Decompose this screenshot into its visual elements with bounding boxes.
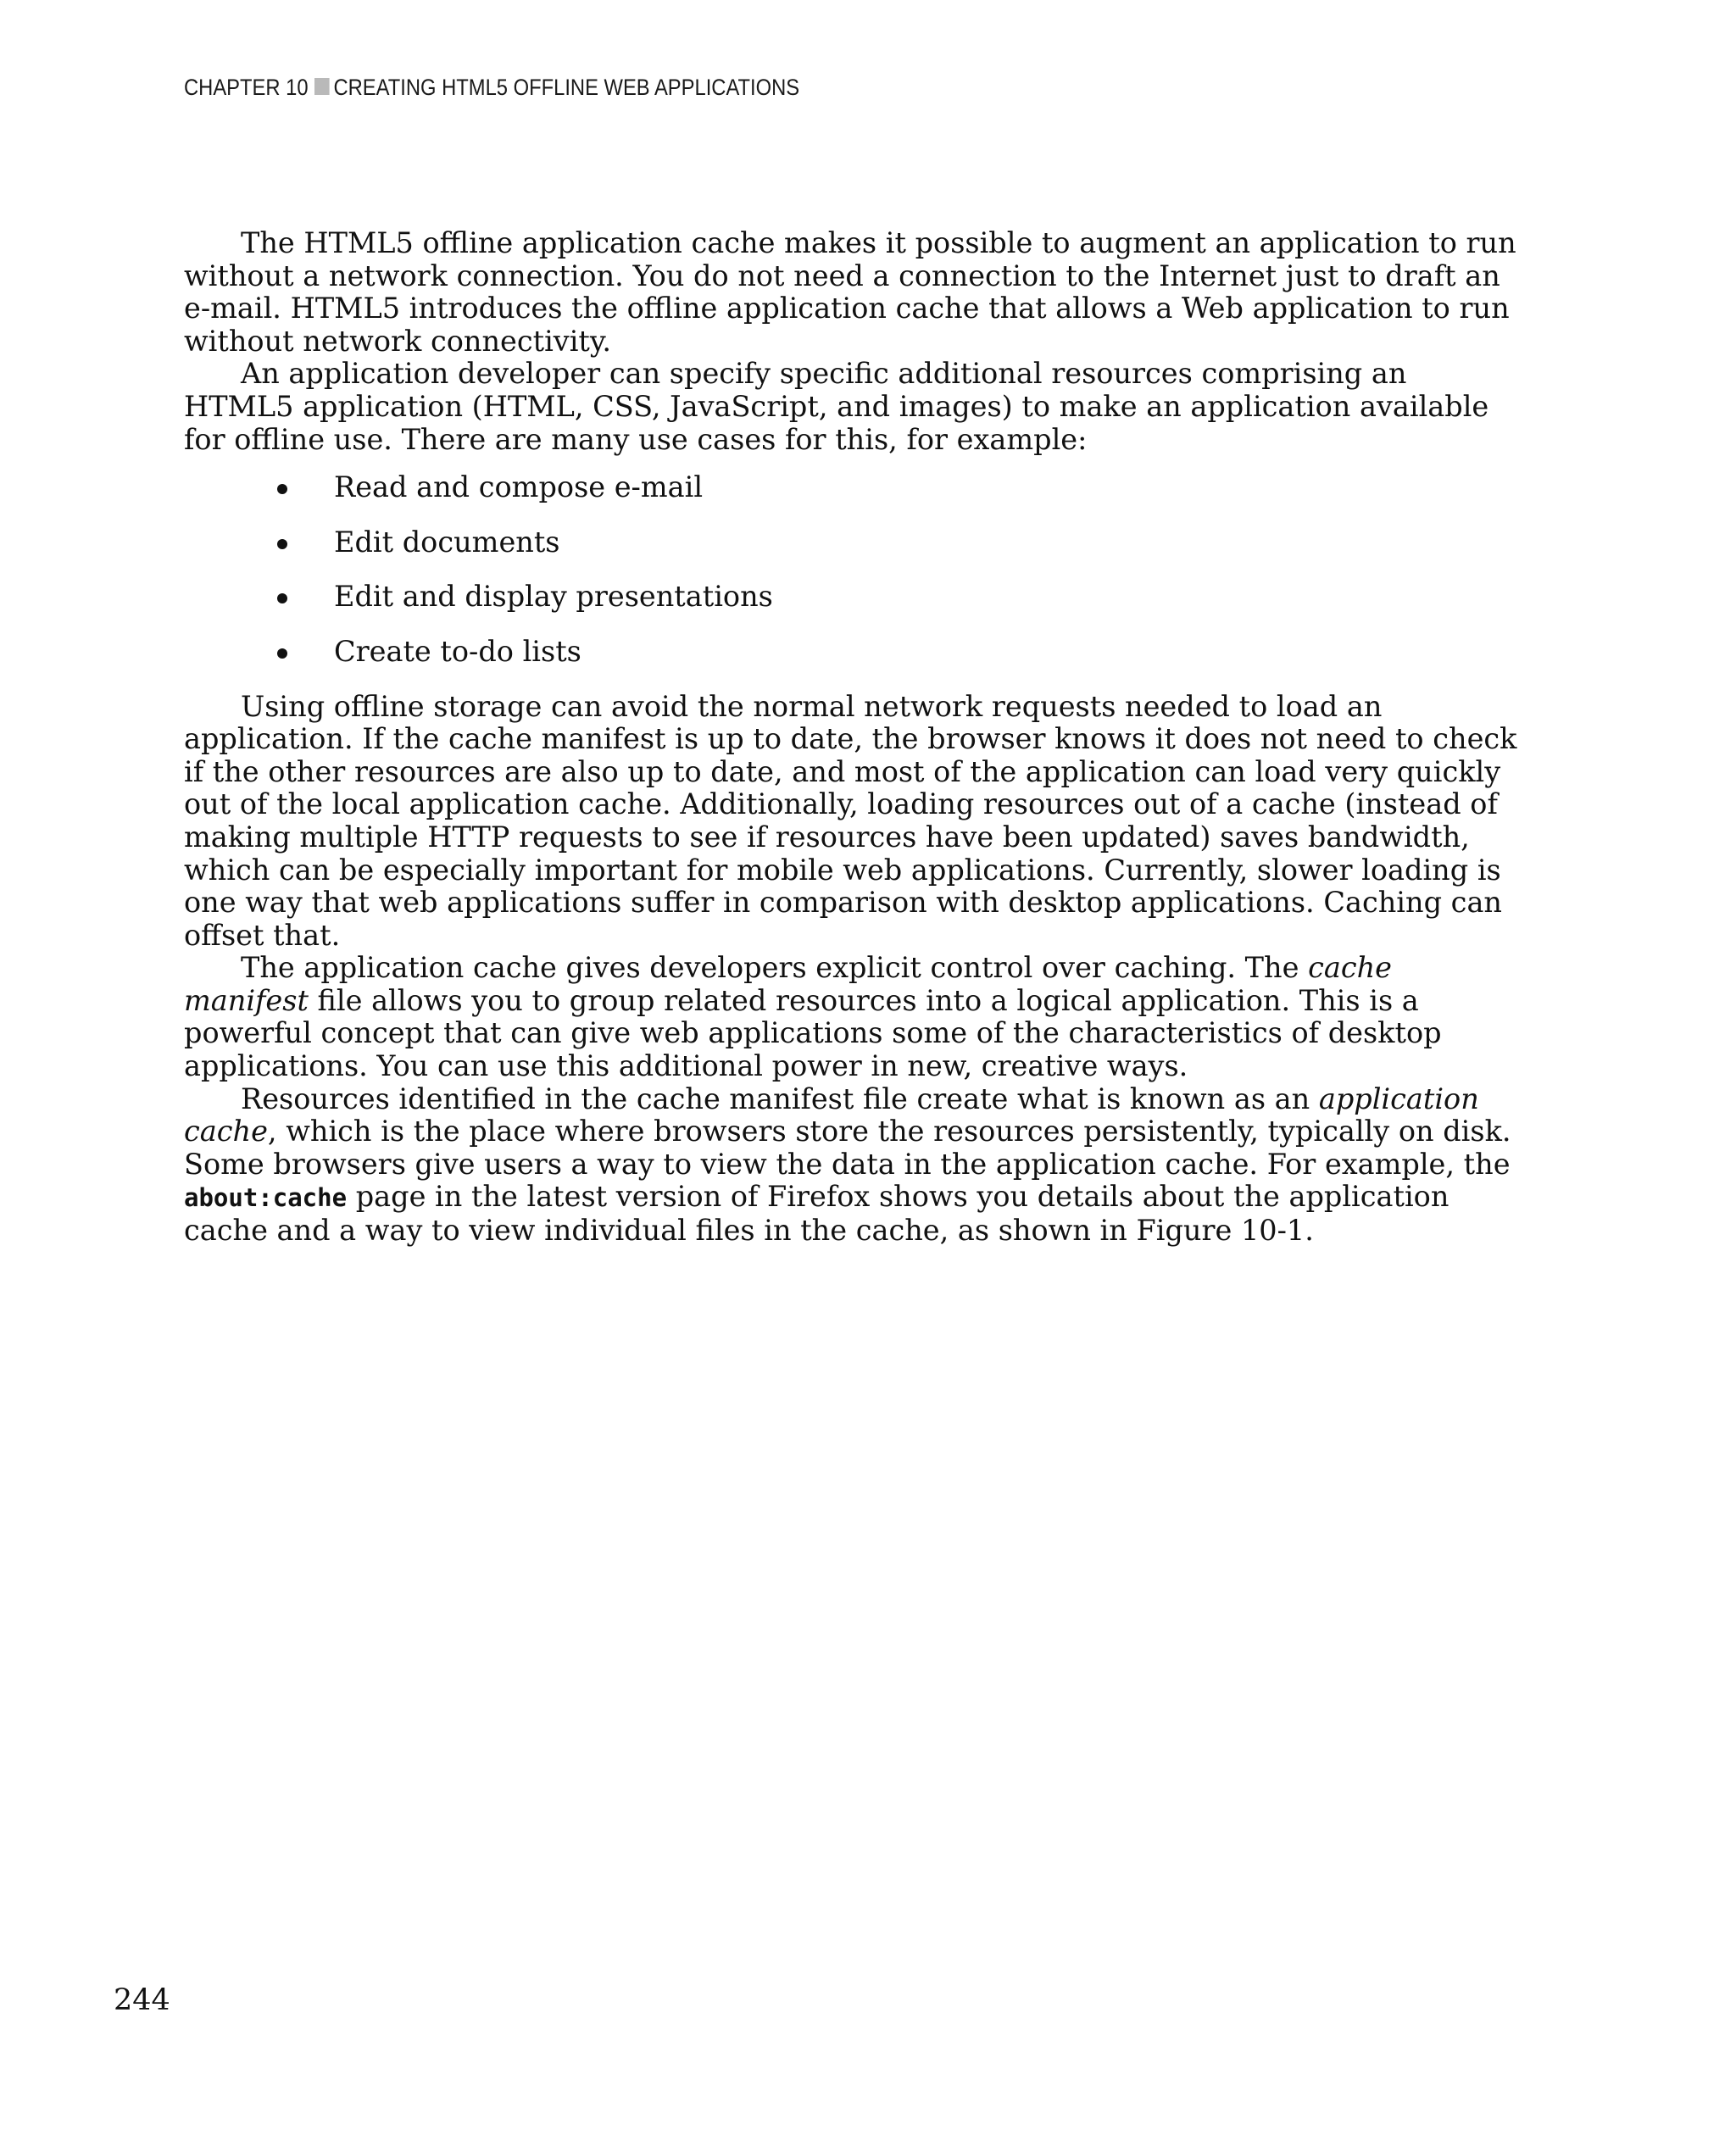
paragraph-offline-storage: Using offline storage can avoid the normal network requests needed to load an application. If the cache manifest is up to date, the browser knows it does not need to check if the other resources are also up to date, and most of the application can load very quickly out of the local application cache. Additionally, loading resources out of a cache (instead of making multiple HTTP requests to see if resources have been updated) saves bandwidth, which can be especially important for mobile web applications. Currently, slower loading is one way that web applications suffer in comparison with desktop applications. Caching can offset that.	[184, 689, 1517, 952]
page-number: 244	[114, 1983, 170, 2017]
text-run: The application cache gives developers explicit control over caching. The	[241, 951, 1309, 985]
paragraph-application-cache	[184, 1083, 1523, 1248]
emphasis-application-cache: application cache	[184, 1082, 1479, 1148]
paragraph-developer: An application developer can specify specific additional resources comprising an HTML5 application (HTML, CSS, JavaScript, and images) to make an application available for offline use. There are many use cases for this, for example:	[184, 357, 1489, 456]
code-about-cache: about:cache	[184, 1183, 348, 1213]
text-run: Resources identified in the cache manifest file create what is known as an	[241, 1082, 1319, 1115]
chapter-title: CREATING HTML5 OFFLINE WEB APPLICATIONS	[333, 75, 800, 100]
list-item: Edit documents	[184, 526, 1523, 559]
running-head	[184, 75, 799, 101]
paragraph-cache-manifest	[184, 952, 1523, 1082]
emphasis-cache-manifest: cache manifest	[184, 951, 1392, 1017]
body-text	[184, 227, 1523, 1248]
list-item: Read and compose e-mail	[184, 471, 1523, 504]
separator-square-icon	[314, 78, 330, 95]
text-run: file allows you to group related resources into a logical application. This is a powerful concept that can give web applications some of the characteristics of desktop applications. You can use this additional power in new, creative ways.	[184, 983, 1442, 1083]
paragraph-intro: The HTML5 offline application cache makes it possible to augment an application to run without a network connection. You do not need a connection to the Internet just to draft an e-mail. HTML5 introduces the offline application cache that allows a Web application to run without network connectivity.	[184, 226, 1516, 358]
use-case-list	[184, 471, 1523, 668]
chapter-label: CHAPTER 10	[184, 75, 309, 100]
list-item: Edit and display presentations	[184, 581, 1523, 614]
list-item: Create to-do lists	[184, 636, 1523, 669]
text-run: , which is the place where browsers store the resources persistently, typically on disk. Some browsers give users a way to view the data in the application cache. For example, the	[184, 1115, 1511, 1181]
text-run: page in the latest version of Firefox shows you details about the application cache and a way to view individual files in the cache, as shown in Figure 10-1.	[184, 1180, 1449, 1248]
